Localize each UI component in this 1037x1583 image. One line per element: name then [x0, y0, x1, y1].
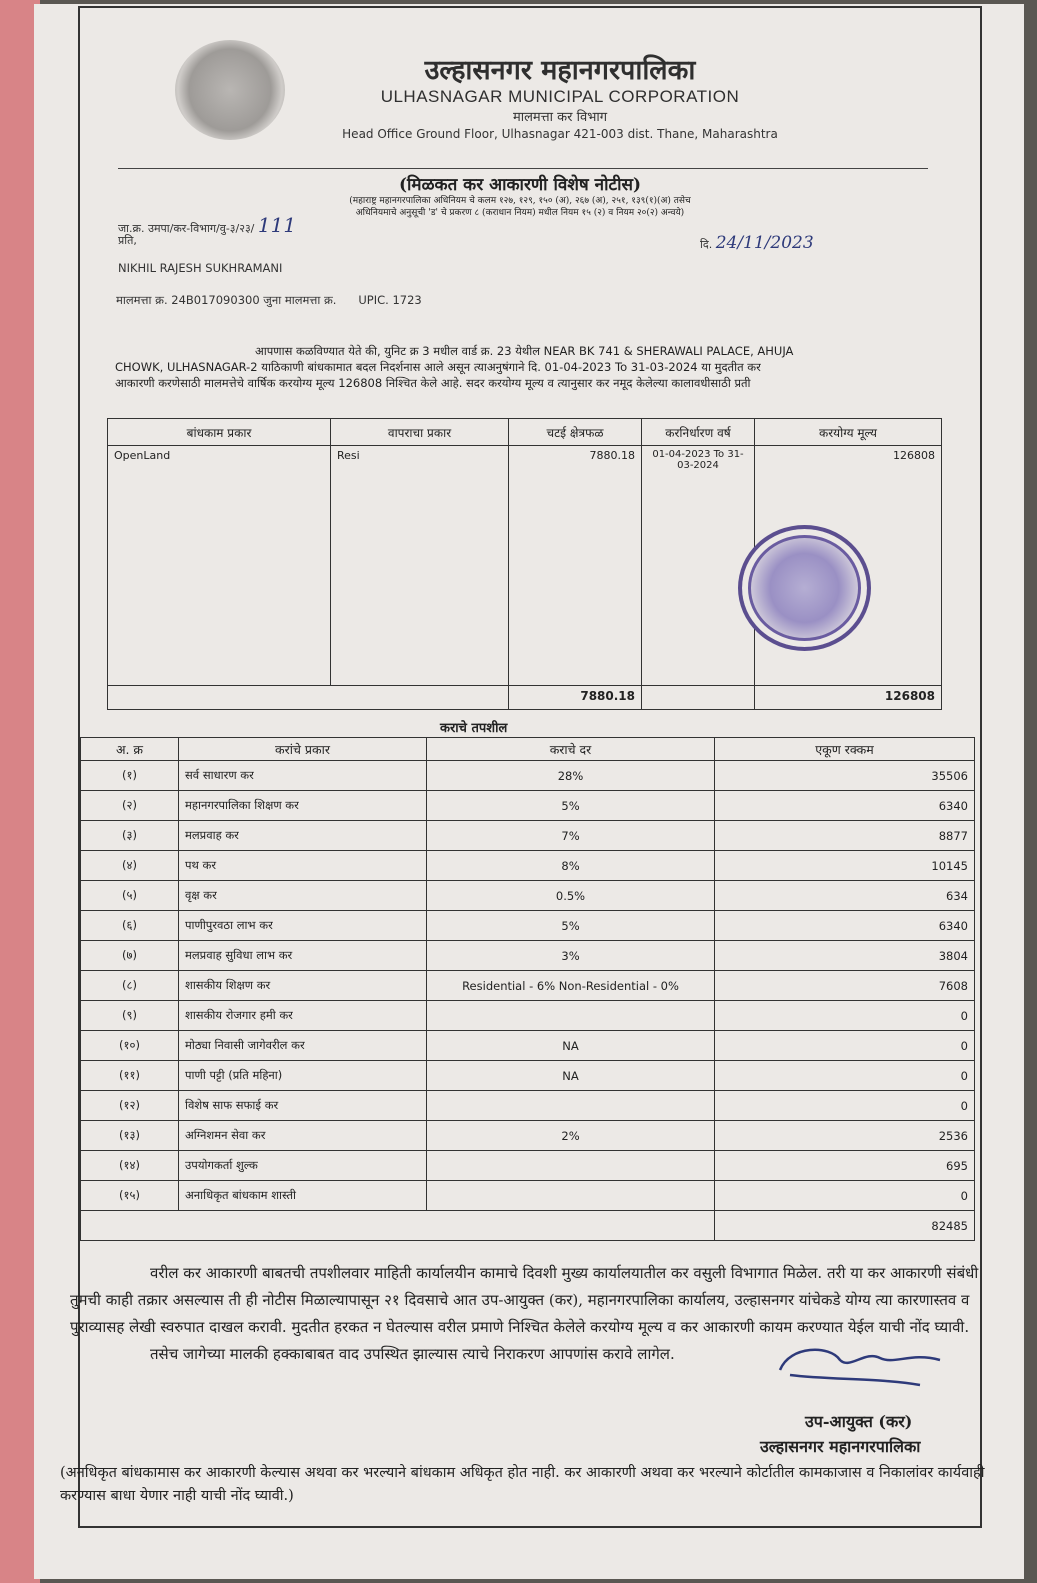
- property-label: मालमत्ता क्र.: [116, 293, 168, 307]
- tax-row: [81, 821, 975, 851]
- reference-number: 111: [257, 213, 297, 237]
- to-label: प्रति,: [118, 234, 137, 247]
- assessment-header-row: [108, 419, 942, 446]
- tax-row: [81, 881, 975, 911]
- footer-paragraph-2: तसेच जागेच्या मालकी हक्काबाबत वाद उपस्थित झाल्यास त्याचे निराकरण आपणांस करावे लागेल.: [150, 1345, 675, 1363]
- tax-serial: (२): [81, 791, 179, 821]
- reference-label: जा.क्र. उमपा/कर-विभाग/वु-३/२३/: [118, 222, 255, 235]
- tax-row: [81, 1061, 975, 1091]
- tax-row: [81, 1001, 975, 1031]
- tax-row: [81, 1181, 975, 1211]
- tax-rate: 5%: [427, 911, 715, 941]
- col-usage-type: वापराचा प्रकार: [331, 419, 509, 446]
- tax-rate: Residential - 6% Non-Residential - 0%: [427, 971, 715, 1001]
- tax-type: शासकीय रोजगार हमी कर: [179, 1001, 427, 1031]
- tax-rate: NA: [427, 1061, 715, 1091]
- tax-amount: 8877: [715, 821, 975, 851]
- tax-amount: 7608: [715, 971, 975, 1001]
- total-taxable-value: 126808: [755, 686, 942, 710]
- tax-rows: [81, 761, 975, 1211]
- tax-rate: [427, 1091, 715, 1121]
- tax-amount: 6340: [715, 911, 975, 941]
- col-taxable-value: करयोग्य मूल्य: [755, 419, 942, 446]
- tax-serial: (८): [81, 971, 179, 1001]
- tax-serial: (६): [81, 911, 179, 941]
- reference-line: [118, 213, 296, 237]
- tax-serial: (१३): [81, 1121, 179, 1151]
- paragraph-line-2: CHOWK, ULHASNAGAR-2 याठिकाणी बांधकामात बदल निदर्शनास आले असून त्याअनुषंगाने दि. 01-04-2023 To 31-03-2024 या मुदतीत कर: [115, 360, 761, 374]
- carpet-area: 7880.18: [509, 446, 642, 686]
- construction-type: OpenLand: [108, 446, 331, 686]
- tax-rate: 5%: [427, 791, 715, 821]
- property-line: [116, 293, 422, 308]
- official-stamp: [738, 525, 871, 651]
- tax-rate: 0.5%: [427, 881, 715, 911]
- tax-details-table: [80, 737, 975, 1241]
- notice-title: (मिळकत कर आकारणी विशेष नोटीस): [398, 175, 642, 195]
- date-label: दि.: [700, 238, 713, 251]
- tax-amount: 2536: [715, 1121, 975, 1151]
- tax-row: [81, 941, 975, 971]
- tax-serial: (९): [81, 1001, 179, 1031]
- tax-row: [81, 971, 975, 1001]
- tax-amount: 35506: [715, 761, 975, 791]
- tax-type: मोठ्या निवासी जागेवरील कर: [179, 1031, 427, 1061]
- tax-type: पाणी पट्टी (प्रति महिना): [179, 1061, 427, 1091]
- tax-type: पथ कर: [179, 851, 427, 881]
- tax-row: [81, 1151, 975, 1181]
- corporation-name-english: ULHASNAGAR MUNICIPAL CORPORATION: [380, 87, 740, 106]
- assessment-year: 01-04-2023 To 31-03-2024: [642, 446, 755, 686]
- tax-rate: NA: [427, 1031, 715, 1061]
- tax-serial: (१०): [81, 1031, 179, 1061]
- tax-type: महानगरपालिका शिक्षण कर: [179, 791, 427, 821]
- tax-rate: [427, 1181, 715, 1211]
- recipient-name: NIKHIL RAJESH SUKHRAMANI: [118, 261, 283, 275]
- tax-amount: 3804: [715, 941, 975, 971]
- usage-type: Resi: [331, 446, 509, 686]
- notice-legal-line-1: (महाराष्ट्र महानगरपालिका अधिनियम चे कलम १२७, १२९, १५० (अ), २६७ (अ), २५१, १३९(१)(अ) तसेच: [349, 196, 691, 206]
- tax-serial: (५): [81, 881, 179, 911]
- tax-serial: (७): [81, 941, 179, 971]
- corporation-emblem: [175, 40, 285, 140]
- tax-serial: (१२): [81, 1091, 179, 1121]
- total-area: 7880.18: [509, 686, 642, 710]
- tax-type: सर्व साधारण कर: [179, 761, 427, 791]
- signatory-organisation: उल्हासनगर महानगरपालिका: [760, 1437, 921, 1456]
- tax-serial: (१): [81, 761, 179, 791]
- old-property-label: जुना मालमत्ता क्र.: [263, 293, 337, 307]
- tax-rate: 7%: [427, 821, 715, 851]
- upic-number: UPIC. 1723: [358, 293, 422, 307]
- tax-header-row: [81, 738, 975, 761]
- tax-type: विशेष साफ सफाई कर: [179, 1091, 427, 1121]
- signatory-title: उप-आयुक्त (कर): [805, 1412, 913, 1431]
- col-tax-type: करांचे प्रकार: [179, 738, 427, 761]
- tax-amount: 0: [715, 1181, 975, 1211]
- tax-amount: 0: [715, 1031, 975, 1061]
- tax-total-row: [81, 1211, 975, 1241]
- tax-amount: 0: [715, 1091, 975, 1121]
- tax-rate: 3%: [427, 941, 715, 971]
- footer-note: (अनधिकृत बांधकामास कर आकारणी केल्यास अथवा कर भरल्याने बांधकाम अधिकृत होत नाही. कर आकारणी अथवा कर भरल्याने कोर्टातील कामकाजास व निकालांवर कार्यवाही करण्यास बाधा येणार नाही याची नोंद घ्यावी.): [60, 1465, 985, 1504]
- signature: [770, 1340, 950, 1390]
- col-construction-type: बांधकाम प्रकार: [108, 419, 331, 446]
- notice-heading: [200, 172, 840, 219]
- tax-rate: 28%: [427, 761, 715, 791]
- date-value: 24/11/2023: [715, 233, 814, 253]
- tax-row: [81, 791, 975, 821]
- tax-type: अग्निशमन सेवा कर: [179, 1121, 427, 1151]
- tax-serial: (४): [81, 851, 179, 881]
- tax-rate: [427, 1001, 715, 1031]
- tax-row: [81, 1031, 975, 1061]
- tax-serial: (१५): [81, 1181, 179, 1211]
- tax-type: मलप्रवाह कर: [179, 821, 427, 851]
- notice-paragraph: [115, 343, 930, 391]
- assessment-total-row: [108, 686, 942, 710]
- tax-row: [81, 1091, 975, 1121]
- taxable-value: 126808: [755, 446, 942, 686]
- tax-type: पाणीपुरवठा लाभ कर: [179, 911, 427, 941]
- col-serial: अ. क्र: [81, 738, 179, 761]
- tax-details-title: कराचे तपशील: [440, 721, 508, 736]
- property-number: 24B017090300: [171, 293, 260, 307]
- header-divider: [118, 168, 928, 169]
- tax-amount: 10145: [715, 851, 975, 881]
- col-tax-rate: कराचे दर: [427, 738, 715, 761]
- letterhead: [300, 50, 820, 141]
- tax-serial: (१४): [81, 1151, 179, 1181]
- tax-amount: 0: [715, 1061, 975, 1091]
- tax-row: [81, 1121, 975, 1151]
- office-address: Head Office Ground Floor, Ulhasnagar 421-003 dist. Thane, Maharashtra: [342, 127, 778, 141]
- col-carpet-area: चटई क्षेत्रफळ: [509, 419, 642, 446]
- col-total-amount: एकूण रक्कम: [715, 738, 975, 761]
- paragraph-line-1: आपणास कळविण्यात येते की, युनिट क्र 3 मधील वार्ड क्र. 23 येथील NEAR BK 741 & SHERAWALI PALACE, AHUJA: [255, 344, 794, 358]
- corporation-name-marathi: उल्हासनगर महानगरपालिका: [424, 55, 696, 86]
- tax-total: 82485: [715, 1211, 975, 1241]
- department-name: मालमत्ता कर विभाग: [512, 110, 608, 125]
- tax-row: [81, 761, 975, 791]
- tax-amount: 634: [715, 881, 975, 911]
- tax-serial: (११): [81, 1061, 179, 1091]
- tax-rate: 8%: [427, 851, 715, 881]
- tax-row: [81, 911, 975, 941]
- tax-amount: 0: [715, 1001, 975, 1031]
- tax-type: मलप्रवाह सुविधा लाभ कर: [179, 941, 427, 971]
- notice-legal-line-2: अधिनियमाचे अनुसूची 'ड' चे प्रकरण ८ (कराधान नियम) मधील नियम १५ (२) व नियम २०(२) अन्वये): [355, 208, 685, 218]
- tax-type: शासकीय शिक्षण कर: [179, 971, 427, 1001]
- tax-serial: (३): [81, 821, 179, 851]
- paragraph-line-3: आकारणी करणेसाठी मालमत्तेचे वार्षिक करयोग्य मूल्य 126808 निश्चित केले आहे. सदर करयोग्य मूल्य व त्यानुसार कर नमूद केलेल्या कालावधीसाठी प्रती: [115, 376, 751, 390]
- tax-rate: [427, 1151, 715, 1181]
- tax-type: उपयोगकर्ता शुल्क: [179, 1151, 427, 1181]
- col-assessment-year: करनिर्धारण वर्ष: [642, 419, 755, 446]
- tax-type: अनाधिकृत बांधकाम शास्ती: [179, 1181, 427, 1211]
- tax-type: वृक्ष कर: [179, 881, 427, 911]
- footer-paragraph-1: वरील कर आकारणी बाबतची तपशीलवार माहिती कार्यालयीन कामाचे दिवशी मुख्य कार्यालयातील कर वसुली विभागात मिळेल. तरी या कर आकारणी संबंधी तुमची काही तक्रार असल्यास ती ही नोटीस मिळाल्यापासून २१ दिवसाचे आत उप-आयुक्त (कर), महानगरपालिका कार्यालय, उल्हासनगर यांचेकडे योग्य त्या कारणास्तव व पुराव्यासह लेखी स्वरुपात दाखल करावी. मुदतीत हरकत न घेतल्यास वरील प्रमाणे निश्चित केलेले करयोग्य मूल्य व कर आकारणी कायम करण्यात येईल याची नोंद घ्यावी.: [70, 1264, 979, 1336]
- tax-amount: 6340: [715, 791, 975, 821]
- date-line: [700, 233, 814, 253]
- tax-amount: 695: [715, 1151, 975, 1181]
- tax-row: [81, 851, 975, 881]
- tax-rate: 2%: [427, 1121, 715, 1151]
